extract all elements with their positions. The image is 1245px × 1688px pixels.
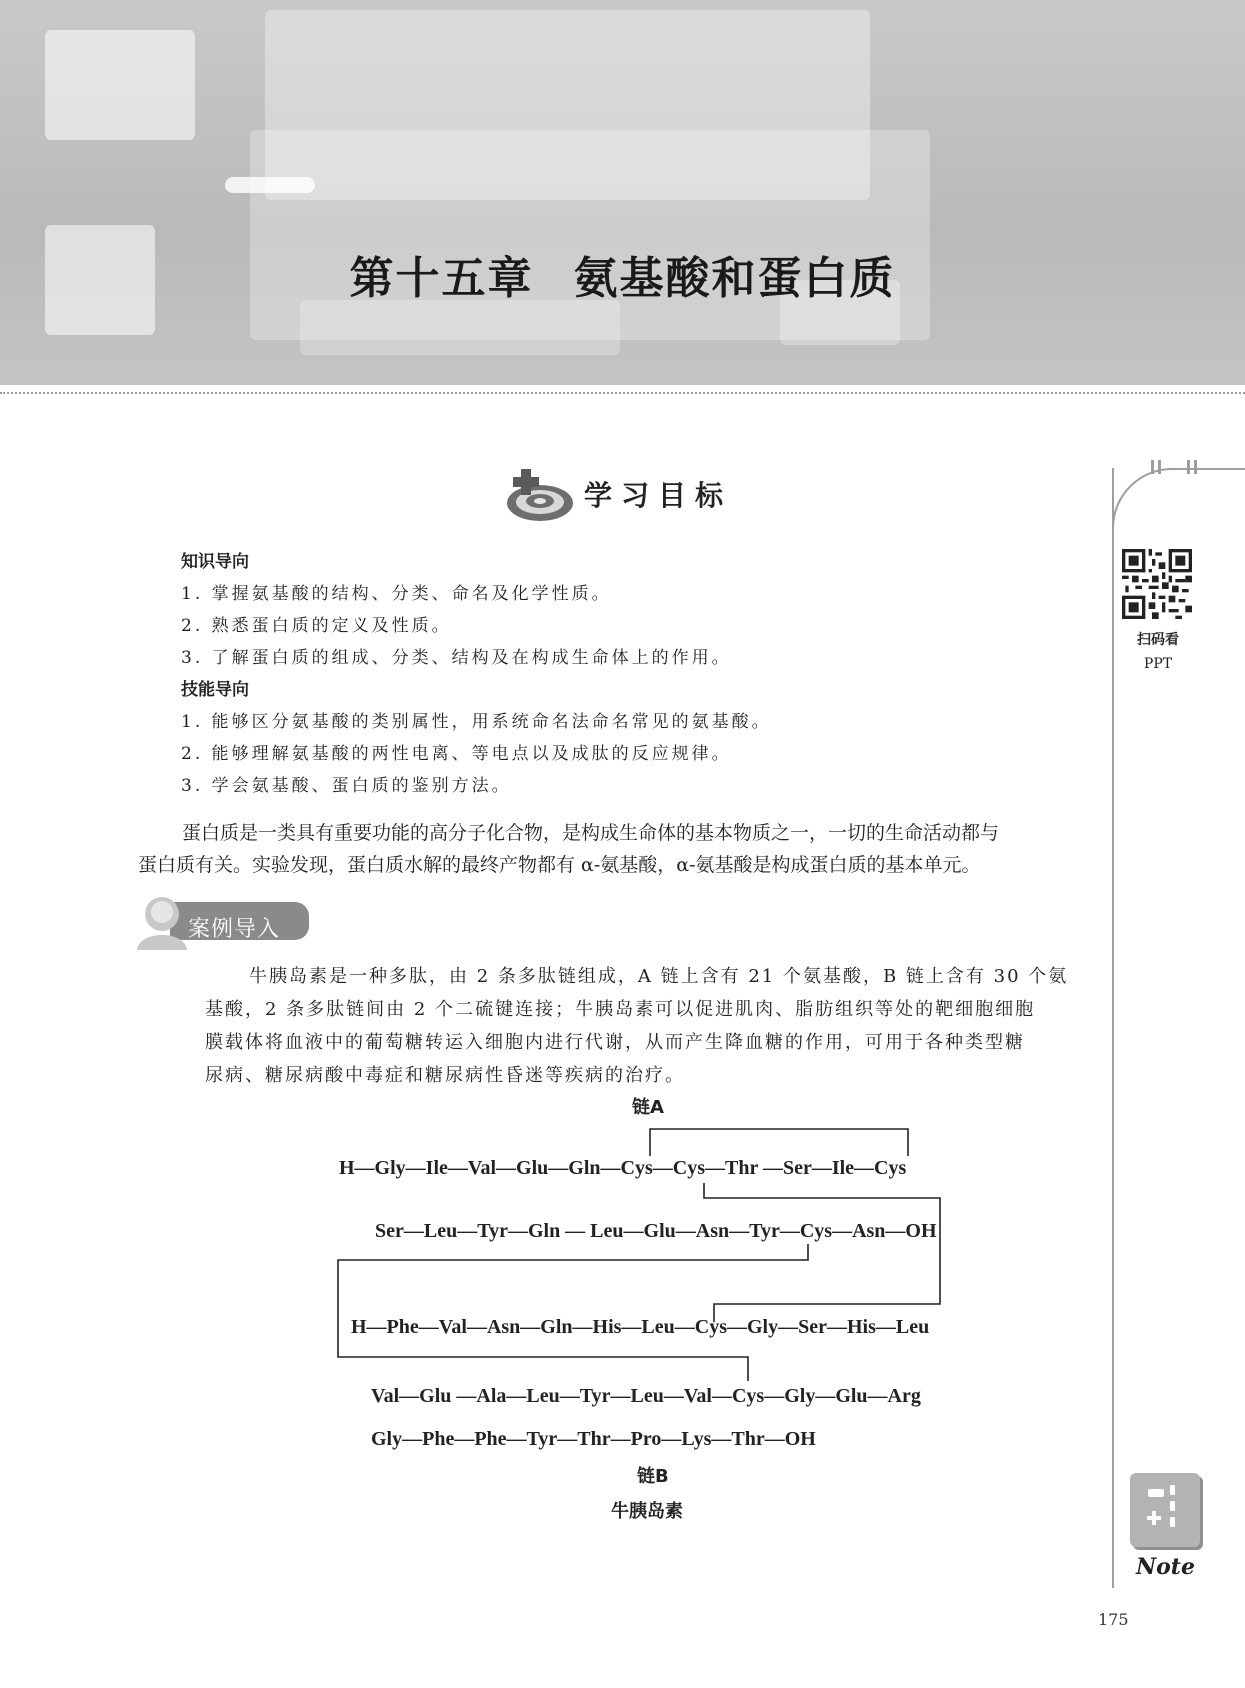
- knowledge-heading: 知识导向: [181, 552, 249, 572]
- banner-decoration: [45, 30, 195, 140]
- banner-decoration: [225, 177, 315, 193]
- case-line: 膜载体将血液中的葡萄糖转运入细胞内进行代谢，从而产生降血糖的作用，可用于各种类型糖: [205, 1032, 1025, 1053]
- qr-code-icon[interactable]: [1122, 549, 1192, 619]
- chain-a-row-1: H—Gly—Ile—Val—Glu—Gln—Cys—Cys—Thr —Ser—Ile—Cys: [339, 1157, 907, 1179]
- case-label: 案例导入: [188, 917, 281, 942]
- note-icon: [1130, 1473, 1200, 1547]
- case-line: 牛胰岛素是一种多肽，由 2 条多肽链组成，A 链上含有 21 个氨基酸，B 链上含有 30 个氨: [249, 966, 1069, 987]
- chain-b-label: 链B: [637, 1466, 669, 1487]
- margin-curve: [1112, 468, 1245, 540]
- knowledge-item: 1. 掌握氨基酸的结构、分类、命名及化学性质。: [181, 584, 612, 604]
- chapter-number: 第十五章: [349, 253, 534, 304]
- skill-item: 1. 能够区分氨基酸的类别属性，用系统命名法命名常见的氨基酸。: [181, 712, 772, 732]
- skill-item: 2. 能够理解氨基酸的两性电离、等电点以及成肽的反应规律。: [181, 744, 732, 764]
- page-number: 175: [1098, 1610, 1129, 1629]
- banner-divider: [0, 392, 1245, 394]
- qr-caption-ppt: PPT: [1143, 656, 1173, 672]
- margin-tick: [1194, 460, 1197, 474]
- margin-tick: [1151, 460, 1154, 474]
- chapter-banner: [0, 0, 1245, 385]
- case-line: 尿病、糖尿病酸中毒症和糖尿病性昏迷等疾病的治疗。: [205, 1065, 685, 1086]
- note-label: Note: [1136, 1554, 1195, 1580]
- objectives-title: 学习目标: [584, 479, 733, 512]
- knowledge-item: 2. 熟悉蛋白质的定义及性质。: [181, 616, 452, 636]
- chain-b-row-1: H—Phe—Val—Asn—Gln—His—Leu—Cys—Gly—Ser—His—Leu: [351, 1316, 930, 1338]
- chapter-title: [0, 242, 1245, 306]
- skill-item: 3. 学会氨基酸、蛋白质的鉴别方法。: [181, 776, 512, 796]
- margin-tick: [1187, 460, 1190, 474]
- chain-b-row-2: Val—Glu —Ala—Leu—Tyr—Leu—Val—Cys—Gly—Glu—Arg: [371, 1385, 921, 1407]
- intro-line: 蛋白质有关。实验发现，蛋白质水解的最终产物都有 α-氨基酸，α-氨基酸是构成蛋白质的基本单元。: [138, 854, 981, 876]
- margin-tick: [1158, 460, 1161, 474]
- intro-line: 蛋白质是一类具有重要功能的高分子化合物，是构成生命体的基本物质之一，一切的生命活动都与: [182, 822, 1000, 844]
- chain-a-row-2: Ser—Leu—Tyr—Gln — Leu—Glu—Asn—Tyr—Cys—Asn—OH: [375, 1220, 937, 1242]
- chain-b-row-3: Gly—Phe—Phe—Tyr—Thr—Pro—Lys—Thr—OH: [371, 1428, 816, 1450]
- diagram-caption: 牛胰岛素: [611, 1501, 683, 1522]
- qr-caption: 扫码看: [1137, 632, 1179, 648]
- target-icon: [505, 465, 575, 525]
- skill-heading: 技能导向: [181, 680, 249, 700]
- banner-decoration: [300, 300, 620, 355]
- chapter-name: 氨基酸和蛋白质: [573, 253, 896, 304]
- margin-rule: [1112, 468, 1114, 1588]
- case-line: 基酸，2 条多肽链间由 2 个二硫键连接；牛胰岛素可以促进肌肉、脂肪组织等处的靶细胞细胞: [205, 999, 1036, 1020]
- knowledge-item: 3. 了解蛋白质的组成、分类、结构及在构成生命体上的作用。: [181, 648, 732, 668]
- chain-a-label: 链A: [632, 1097, 664, 1118]
